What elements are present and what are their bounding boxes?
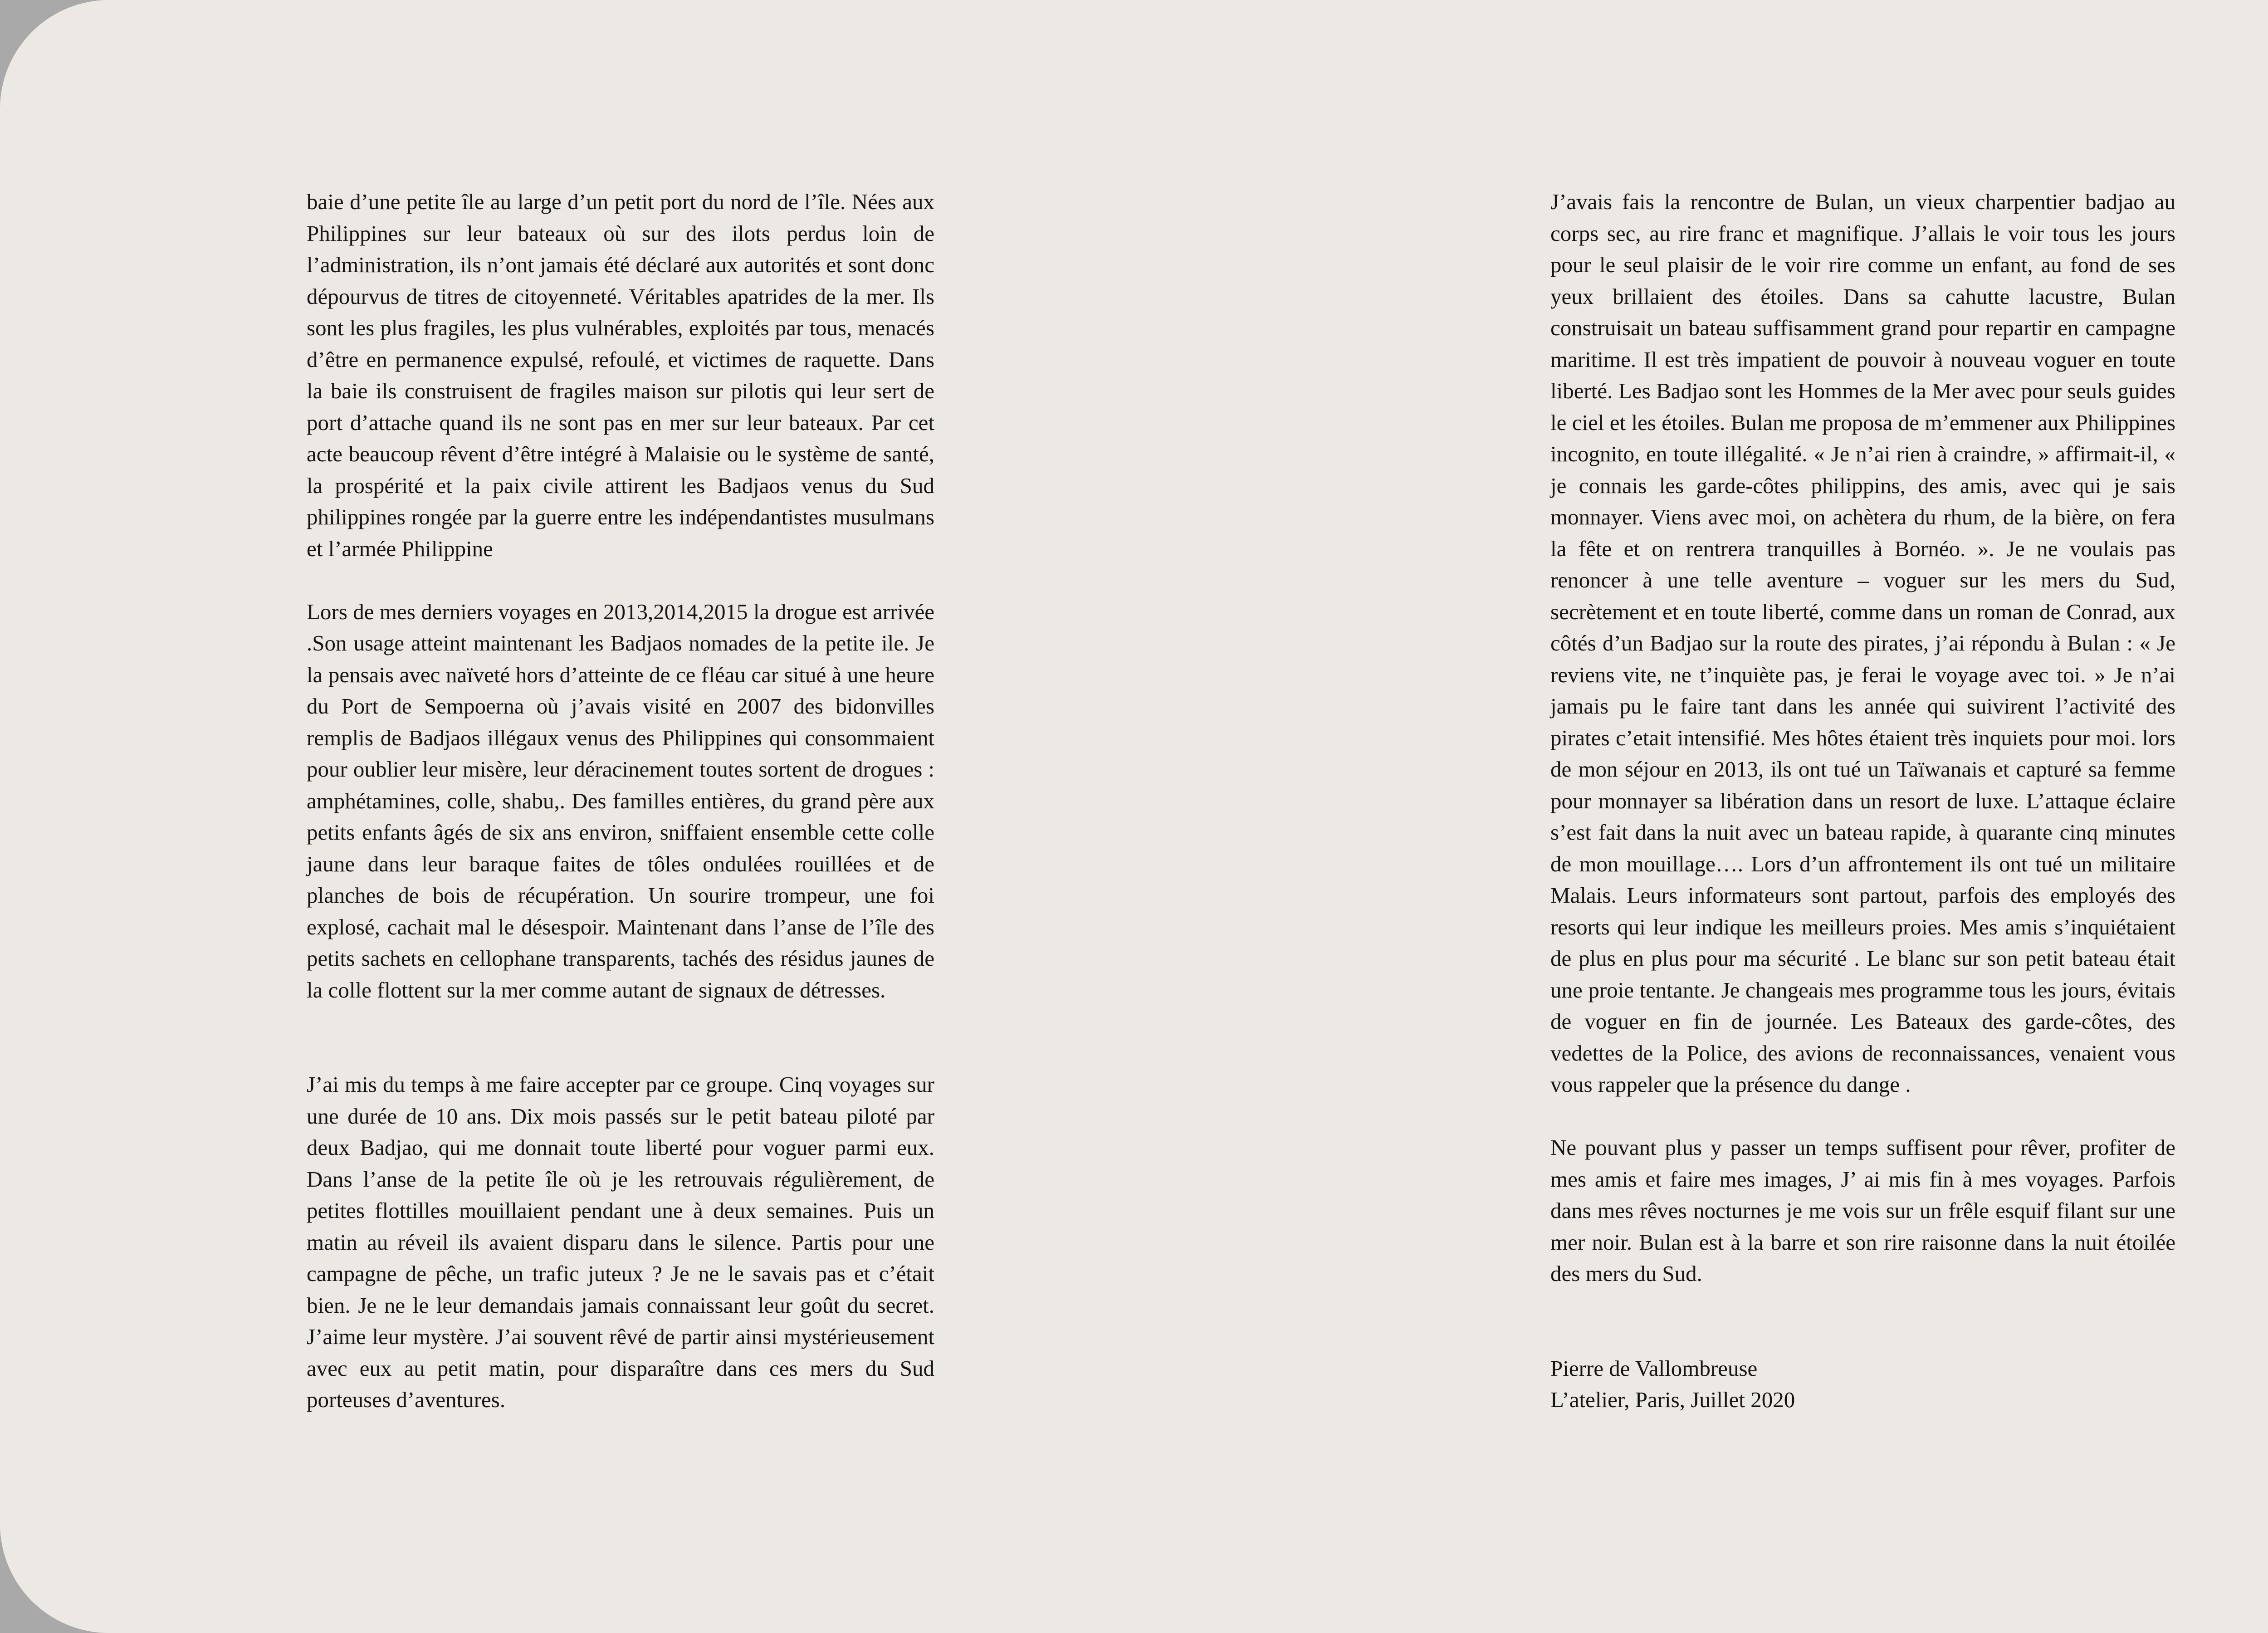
place-date: L’atelier, Paris, Juillet 2020	[1550, 1387, 1795, 1412]
left-paragraph-1: baie d’une petite île au large d’un petit port du nord de l’île. Nées aux Philippines sur leur bateaux où sur des ilots perdus loin de l’administration, ils n’ont jamais été déclaré aux autorités et sont donc dépourvus de titres de citoyenneté. Véritables apatrides de la mer. Ils sont les plus fragiles, les plus vulnérables, exploités par tous, menacés d’être en permanence expulsé, refoulé, et victimes de raquette. Dans la baie ils construisent de fragiles maison sur pilotis qui leur sert de port d’attache quand ils ne sont pas en mer sur leur bateaux. Par cet acte beaucoup rêvent d’être intégré à Malaisie ou le système de santé, la prospérité et la paix civile attirent les Badjaos venus du Sud philippines rongée par la guerre entre les indépendantistes musulmans et l’armée Philippine	[307, 189, 934, 561]
right-paragraph-2: Ne pouvant plus y passer un temps suffisent pour rêver, profiter de mes amis et faire mes images, J’ ai mis fin à mes voyages. Parfois dans mes rêves nocturnes je me vois sur un frêle esquif filant sur une mer noir. Bulan est à la barre et son rire raisonne dans la nuit étoilée des mers du Sud.	[1550, 1135, 2175, 1286]
author-name: Pierre de Vallombreuse	[1550, 1355, 1758, 1381]
signature-block	[1550, 1353, 2175, 1416]
left-paragraph-3: J’ai mis du temps à me faire accepter par ce groupe. Cinq voyages sur une durée de 10 ans. Dix mois passés sur le petit bateau piloté par deux Badjao, qui me donnait toute liberté pour voguer parmi eux. Dans l’anse de la petite île où je les retrouvais régulièrement, de petites flottilles mouillaient pendant une à deux semaines. Puis un matin au réveil ils avaient disparu dans le silence. Partis pour une campagne de pêche, un trafic juteux ? Je ne le savais pas et c’était bien. Je ne le leur demandais jamais connaissant leur goût du secret. J’aime leur mystère. J’ai souvent rêvé de partir ainsi mystérieusement avec eux au petit matin, pour disparaître dans ces mers du Sud porteuses d’aventures.	[307, 1072, 934, 1412]
left-page-text	[307, 186, 934, 1416]
left-paragraph-2: Lors de mes derniers voyages en 2013,2014,2015 la drogue est arrivée .Son usage atteint maintenant les Badjaos nomades de la petite ile. Je la pensais avec naïveté hors d’atteinte de ce fléau car situé à une heure du Port de Sempoerna où j’avais visité en 2007 des bidonvilles remplis de Badjaos illégaux venus des Philippines qui consommaient pour oublier leur misère, leur déracinement toutes sortent de drogues : amphétamines, colle, shabu,. Des familles entières, du grand père aux petits enfants âgés de six ans environ, sniffaient ensemble cette colle jaune dans leur baraque faites de tôles ondulées rouillées et de planches de bois de récupération. Un sourire trompeur, une foi explosé, cachait mal le désespoir. Maintenant dans l’anse de l’île des petits sachets en cellophane transparents, tachés des résidus jaunes de la colle flottent sur la mer comme autant de signaux de détresses.	[307, 599, 934, 1002]
right-page-text	[1550, 186, 2175, 1416]
right-paragraph-1: J’avais fais la rencontre de Bulan, un vieux charpentier badjao au corps sec, au rire franc et magnifique. J’allais le voir tous les jours pour le seul plaisir de le voir rire comme un enfant, au fond de ses yeux brillaient des étoiles. Dans sa cahutte lacustre, Bulan construisait un bateau suffisamment grand pour repartir en campagne maritime. Il est très impatient de pouvoir à nouveau voguer en toute liberté. Les Badjao sont les Hommes de la Mer avec pour seuls guides le ciel et les étoiles. Bulan me proposa de m’emmener aux Philippines incognito, en toute illégalité. « Je n’ai rien à craindre, » affirmait-il, « je connais les garde-côtes philippins, des amis, avec qui je sais monnayer. Viens avec moi, on achètera du rhum, de la bière, on fera la fête et on rentrera tranquilles à Bornéo. ». Je ne voulais pas renoncer à une telle aventure – voguer sur les mers du Sud, secrètement et en toute liberté, comme dans un roman de Conrad, aux côtés d’un Badjao sur la route des pirates, j’ai répondu à Bulan : « Je reviens vite, ne t’inquiète pas, je ferai le voyage avec toi. » Je n’ai jamais pu le faire tant dans les année qui suivirent l’activité des pirates c’etait intensifié. Mes hôtes étaient très inquiets pour moi. lors de mon séjour en 2013, ils ont tué un Taïwanais et capturé sa femme pour monnayer sa libération dans un resort de luxe. L’attaque éclaire s’est fait dans la nuit avec un bateau rapide, à quarante cinq minutes de mon mouillage…. Lors d’un affrontement ils ont tué un militaire Malais. Leurs informateurs sont partout, parfois des employés des resorts qui leur indique les meilleurs proies. Mes amis s’inquiétaient de plus en plus pour ma sécurité . Le blanc sur son petit bateau était une proie tentante. Je changeais mes programme tous les jours, évitais de voguer en fin de journée. Les Bateaux des garde-côtes, des vedettes de la Police, des avions de reconnaissances, venaient vous vous rappeler que la présence du dange .	[1550, 189, 2175, 1097]
